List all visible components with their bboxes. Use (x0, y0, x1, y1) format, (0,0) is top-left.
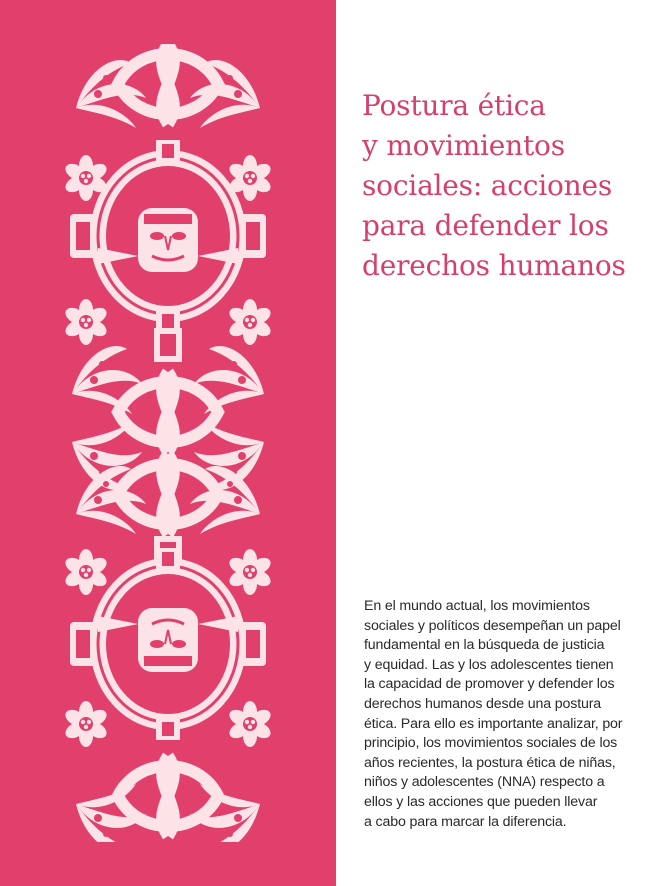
intro-paragraph (364, 597, 664, 832)
paragraph-line: años recientes, la postura ética de niñas, (364, 754, 616, 771)
title-line: Postura ética (362, 89, 546, 122)
title-line: para defender los (362, 209, 609, 242)
paragraph-line: niños y adolescentes (NNA) respecto a (364, 774, 605, 791)
title-line: sociales: acciones (362, 169, 613, 202)
ornamental-pattern-icon (56, 44, 280, 842)
title-line: derechos humanos (362, 249, 626, 282)
paragraph-line: derechos humanos desde una postura (364, 695, 602, 712)
paragraph-line: En el mundo actual, los movimientos (364, 598, 590, 614)
paragraph-line: a cabo para marcar la diferencia. (364, 813, 567, 830)
paragraph-line: fundamental en la búsqueda de justicia (364, 637, 605, 654)
paragraph-line: y equidad. Las y los adolescentes tienen (364, 656, 614, 673)
paragraph-line: sociales y políticos desempeñan un papel (364, 617, 621, 634)
paragraph-line: ética. Para ello es importante analizar, por (364, 715, 623, 732)
page-title (362, 86, 662, 286)
paragraph-line: ellos y las acciones que pueden llevar (364, 793, 598, 810)
paragraph-line: principio, los movimientos sociales de los (364, 735, 618, 752)
paragraph-line: la capacidad de promover y defender los (364, 676, 615, 693)
title-line: y movimientos (362, 129, 565, 162)
